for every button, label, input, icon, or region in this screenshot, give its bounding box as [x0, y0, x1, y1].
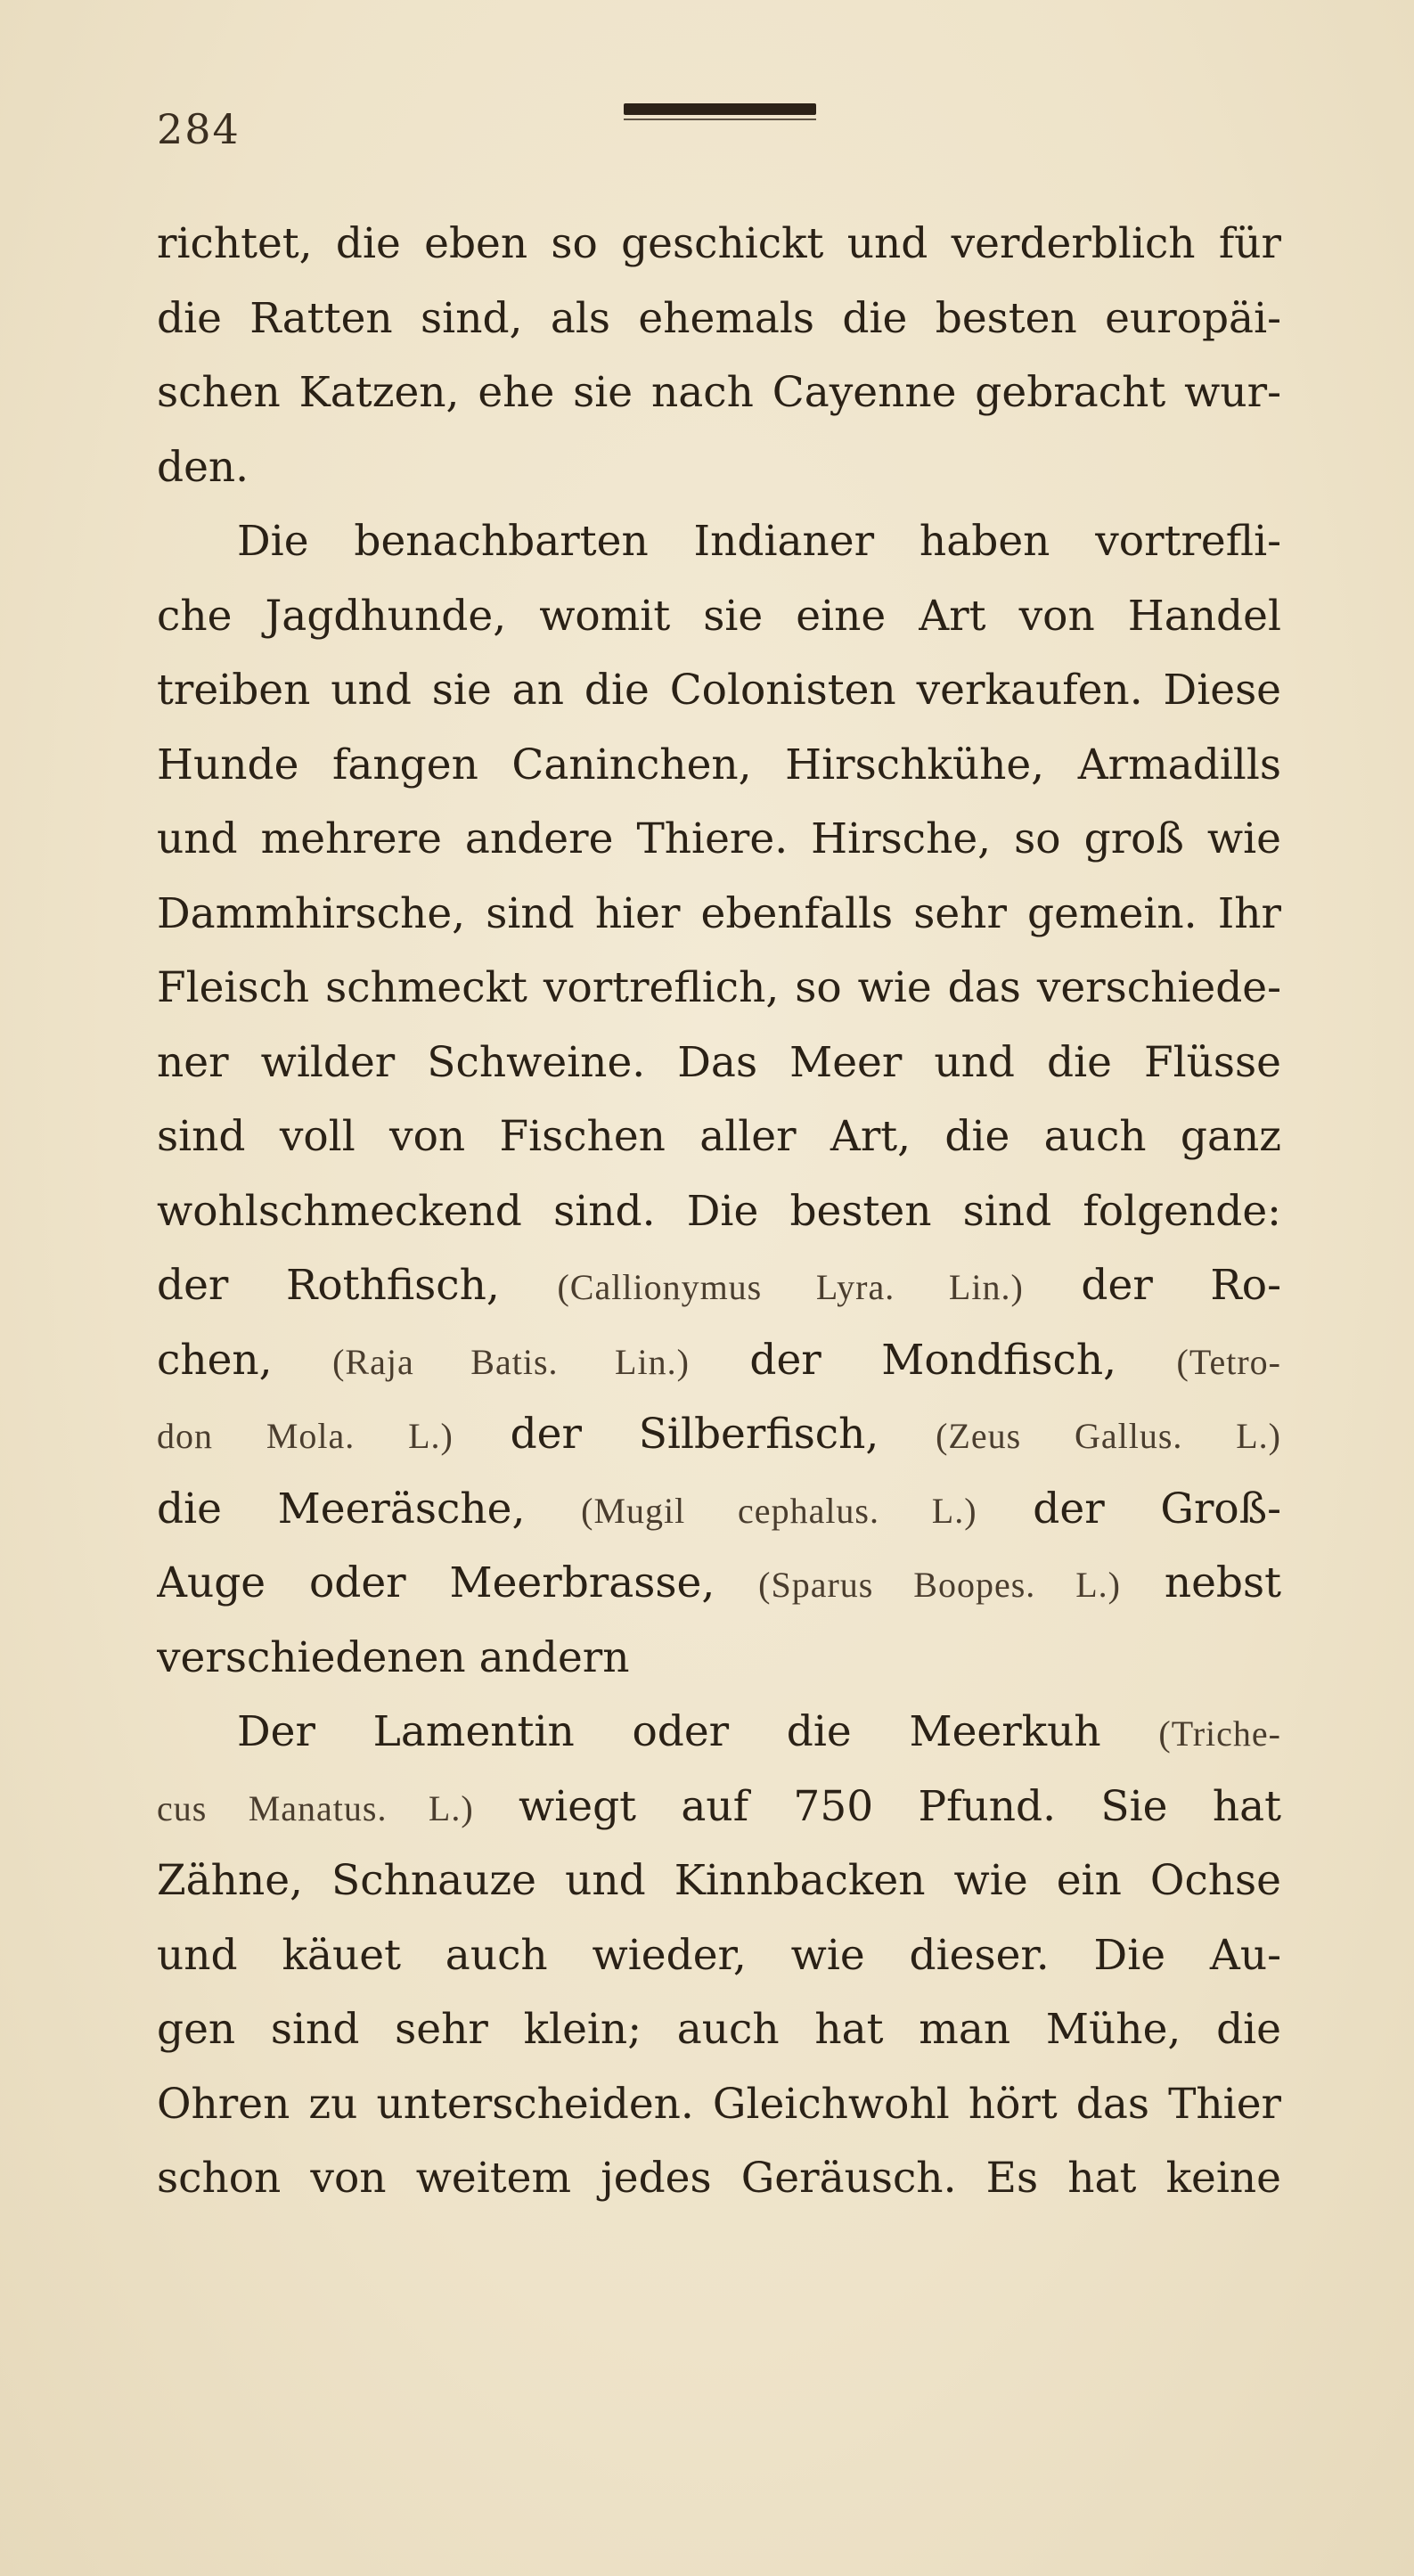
german-text: der Mondfisch,: [689, 1335, 1177, 1385]
latin-species-name: (Sparus Boopes. L.): [758, 1565, 1121, 1605]
page-number: 284: [157, 105, 241, 153]
text-line: die Ratten sind, als ehemals die besten europäi-: [157, 293, 1281, 343]
latin-species-name: (Triche-: [1158, 1713, 1281, 1754]
text-line-with-latin: [157, 1695, 1281, 1770]
text-line: Zähne, Schnauze und Kinnbacken wie ein Ochse: [157, 1856, 1281, 1905]
text-line: und käuet auch wieder, wie dieser. Die Au-: [157, 1930, 1281, 1980]
text-line: sind voll von Fischen aller Art, die auch ganz: [157, 1112, 1281, 1161]
body-text: [157, 207, 1281, 2216]
latin-species-name: cus Manatus. L.): [157, 1787, 474, 1828]
text-line: schen Katzen, ehe sie nach Cayenne gebracht wur-: [157, 368, 1281, 417]
german-text: Der Lamentin oder die Meerkuh: [237, 1707, 1159, 1756]
latin-species-name: don Mola. L.): [157, 1416, 454, 1456]
text-line: Die benachbarten Indianer haben vortrefli-: [237, 517, 1281, 566]
german-text: der Ro-: [1023, 1261, 1281, 1310]
german-text: chen,: [157, 1335, 333, 1385]
german-text: wiegt auf 750 Pfund. Sie hat: [473, 1781, 1281, 1831]
text-line: Ohren zu unterscheiden. Gleichwohl hört das Thier: [157, 2079, 1281, 2129]
text-line: Fleisch schmeckt vortreflich, so wie das verschiede-: [157, 963, 1281, 1012]
text-line: che Jagdhunde, womit sie eine Art von Handel: [157, 591, 1281, 641]
text-line: schon von weitem jedes Geräusch. Es hat keine: [157, 2154, 1281, 2203]
header-rule: [624, 103, 816, 115]
text-line: wohlschmeckend sind. Die besten sind folgende:: [157, 1186, 1281, 1236]
latin-species-name: (Mugil cephalus. L.): [581, 1490, 977, 1531]
text-line: richtet, die eben so geschickt und verderblich für: [157, 219, 1281, 268]
text-line-with-latin: [157, 1472, 1281, 1547]
text-line: Hunde fangen Caninchen, Hirschkühe, Armadills: [157, 740, 1281, 789]
text-line: und mehrere andere Thiere. Hirsche, so groß wie: [157, 814, 1281, 863]
german-text: der Groß-: [977, 1484, 1281, 1533]
german-text: der Rothfisch,: [157, 1261, 558, 1310]
text-line: treiben und sie an die Colonisten verkaufen. Diese: [157, 666, 1281, 715]
latin-species-name: (Raja Batis. Lin.): [332, 1341, 690, 1382]
text-line-with-latin: [157, 1770, 1281, 1844]
german-text: nebst: [1120, 1558, 1281, 1607]
german-text: der Silberfisch,: [453, 1410, 936, 1459]
text-line: Dammhirsche, sind hier ebenfalls sehr gemein. Ihr: [157, 888, 1281, 938]
text-line-with-latin: [157, 1323, 1281, 1398]
german-text: Auge oder Meerbrasse,: [157, 1558, 759, 1607]
text-line: verschiedenen andern: [157, 1632, 630, 1682]
german-text: die Meeräsche,: [157, 1484, 582, 1533]
latin-species-name: (Tetro-: [1176, 1341, 1281, 1382]
text-line: den.: [157, 442, 249, 492]
header-rule-underline: [624, 119, 816, 120]
latin-species-name: (Zeus Gallus. L.): [936, 1416, 1281, 1456]
text-line-with-latin: [157, 1546, 1281, 1621]
text-line: ner wilder Schweine. Das Meer und die Flüsse: [157, 1037, 1281, 1087]
latin-species-name: (Callionymus Lyra. Lin.): [557, 1267, 1024, 1307]
text-line-with-latin: [157, 1397, 1281, 1472]
text-line: gen sind sehr klein; auch hat man Mühe, die: [157, 2005, 1281, 2054]
text-line-with-latin: [157, 1248, 1281, 1323]
